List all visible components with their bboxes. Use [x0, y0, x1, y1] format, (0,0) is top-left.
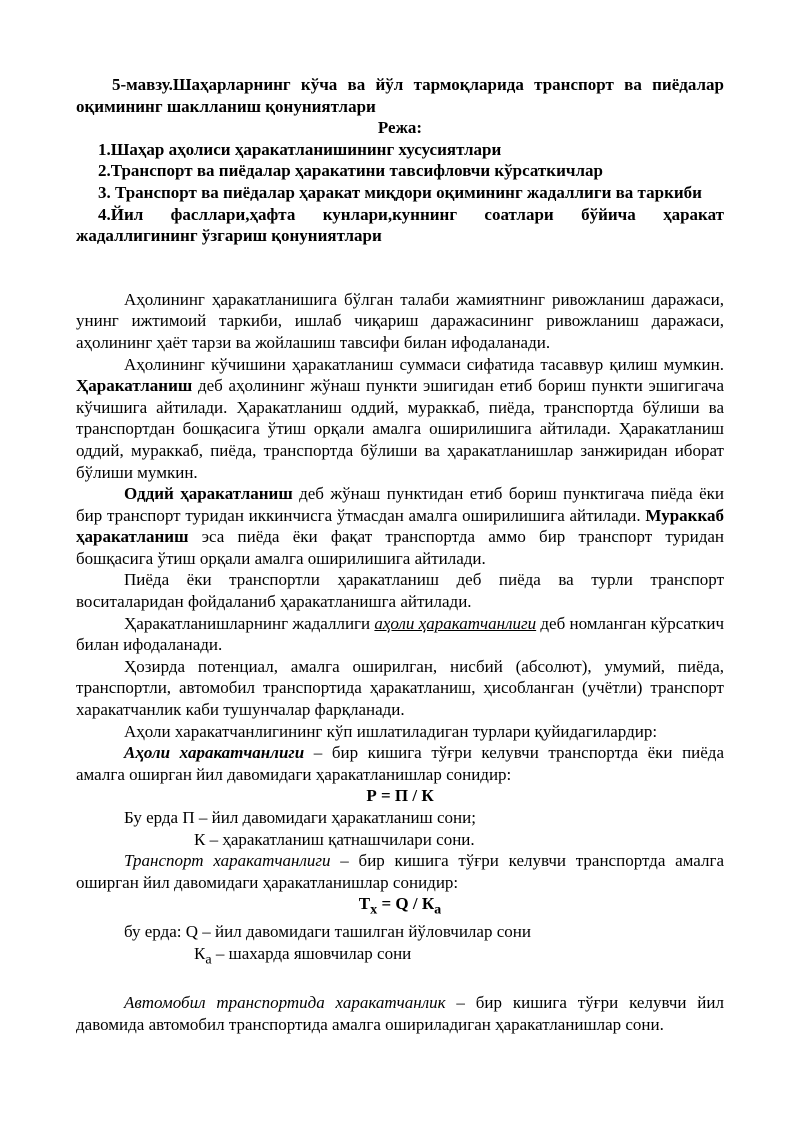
plan-item-2: 2.Транспорт ва пиёдалар ҳаракатини тавсифловчи кўрсаткичлар	[98, 161, 603, 181]
paragraph-2	[76, 354, 724, 484]
paragraph-2-start: Аҳолининг кўчишини ҳаракатланиш суммаси сифатида тасаввур қилиш мумкин.	[124, 354, 724, 374]
formula-1-explanation-2: К – ҳаракатланиш қатнашчилари сони.	[194, 829, 475, 849]
formula-2-part-a: Т	[358, 894, 371, 914]
formula-2	[76, 893, 724, 921]
paragraph-8	[76, 742, 724, 785]
paragraph-9	[76, 850, 724, 893]
paragraph-9-rest: – бир кишига тўғри келувчи транспортда амалга оширган йил давомидаги ҳаракатланишлар сонидир:	[76, 851, 725, 892]
term-auto-mobility: Автомобил транспортида харакатчанлик	[124, 992, 446, 1012]
term-simple-movement: Оддий ҳаракатланиш	[124, 484, 293, 504]
formula-2-sub-2: а	[434, 901, 442, 918]
term-transport-mobility: Транспорт харакатчанлиги	[124, 851, 331, 871]
formula-2-explanation-2	[76, 943, 724, 971]
formula-1-explanation-1: Бу ерда П – йил давомидаги ҳаракатланиш сони;	[124, 808, 476, 827]
formula-2-explanation-2-a: К	[194, 943, 206, 963]
paragraph-5-rest: деб номланган кўрсаткич билан ифодаланади.	[76, 613, 724, 655]
paragraph-10	[76, 992, 724, 1035]
paragraph-2-rest: деб аҳолининг жўнаш пункти эшигидан етиб бориш пункти эшигигача кўчишига айтилади. Ҳаракатланиш оддий, мураккаб, пиёда, транспортда бўлиши ва транспортдан бошқасига ўтиш орқали амалга оширилишига айтилади. Ҳаракатланиш оддий, мураккаб, пиёда, транспортда бўлиши ва ҳаракатланишлар занжиридан иборат бўлиши мумкин.	[76, 376, 724, 482]
formula-1: Р = П / К	[366, 786, 434, 806]
document-page	[76, 74, 724, 1035]
paragraph-8-rest: – бир кишига тўғри келувчи транспортда ёки пиёда амалга оширган йил давомидаги ҳаракатланишлар сонидир:	[76, 743, 725, 784]
paragraph-3-mid: деб жўнаш пунктидан етиб бориш пунктигача пиёда ёки бир транспорт туридан иккинчисга ўтмасдан амалга оширилишига айтилади.	[76, 484, 724, 525]
paragraph-1: Аҳолининг ҳаракатланишига бўлган талаби жамиятнинг ривожланиш даражаси, унинг ижтимоий таркиби, ишлаб чиқариш даражасининг ривожланиш даражаси, аҳолининг ҳаёт тарзи ва жойлашиш тавсифи билан ифодаланади.	[76, 289, 724, 352]
formula-2-part-b: = Q / К	[377, 894, 435, 914]
plan-label: Режа:	[377, 118, 423, 138]
term-movement: Ҳаракатланиш	[76, 376, 193, 396]
plan-item-4: 4.Йил фасллари,ҳафта кунлари,куннинг соатлари бўйича ҳаракат жадаллигининг ўзгариш қонуниятлари	[76, 204, 724, 246]
term-population-mobility: аҳоли ҳаракатчанлиги	[374, 613, 537, 633]
document-title: 5-мавзу.Шаҳарларнинг кўча ва йўл тармоқларида транспорт ва пиёдалар оқимининг шаклланиш қонуниятлари	[76, 75, 724, 116]
spacer	[76, 247, 724, 289]
term-complex-movement: Мураккаб ҳаракатланиш	[76, 505, 724, 547]
paragraph-6: Ҳозирда потенциал, амалга оширилган, нисбий (абсолют), умумий, пиёда, транспортли, автомобил транспортида ҳаракатланиш, ҳисобланган (учётли) транспорт харакатчанлик каби тушунчалар фарқланади.	[76, 656, 724, 720]
formula-2-explanation-2-b: – шахарда яшовчилар сони	[211, 943, 412, 963]
paragraph-3	[76, 483, 724, 569]
paragraph-5-start: Ҳаракатланишларнинг жадаллиги	[124, 613, 375, 633]
paragraph-10-rest: – бир кишига тўғри келувчи йил давомида автомобил транспортида амалга ошириладиган ҳаракатланишлар сони.	[76, 992, 724, 1034]
paragraph-3-rest: эса пиёда ёки фақат транспортда аммо бир транспорт туридан бошқасига ўтиш орқали амалга оширилишига айтилади.	[76, 527, 724, 568]
paragraph-5	[76, 613, 724, 656]
formula-2-sub-1: х	[370, 901, 378, 918]
spacer	[76, 971, 724, 992]
paragraph-7: Аҳоли харакатчанлигининг кўп ишлатиладиган турлари қуйидагилардир:	[124, 721, 658, 741]
term-population-mobility-def: Аҳоли харакатчанлиги	[124, 743, 305, 763]
paragraph-4: Пиёда ёки транспортли ҳаракатланиш деб пиёда ва турли транспорт воситаларидан фойдаланиб ҳаракатланишга айтилади.	[76, 570, 724, 612]
formula-2-explanation-1: бу ерда: Q – йил давомидаги ташилган йўловчилар сони	[124, 922, 531, 942]
plan-item-3: 3. Транспорт ва пиёдалар ҳаракат миқдори оқимининг жадаллиги ва таркиби	[98, 182, 702, 202]
formula-2-explanation-2-sub: а	[205, 951, 212, 968]
plan-item-1: 1.Шаҳар аҳолиси ҳаракатланишининг хусусиятлари	[98, 139, 502, 159]
